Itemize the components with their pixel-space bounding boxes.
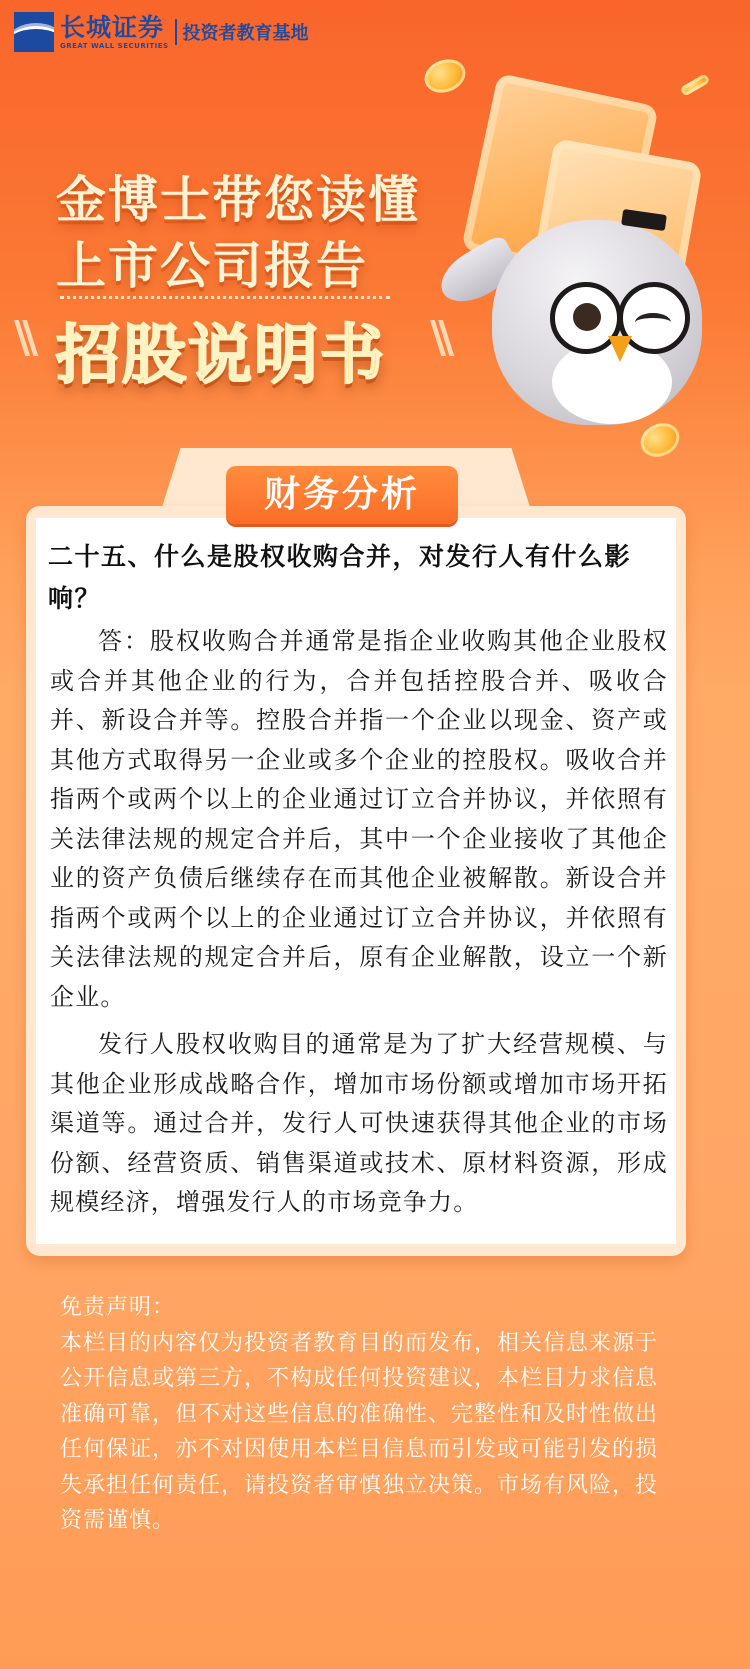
section-label: 财务分析: [226, 466, 458, 524]
question-heading: 二十五、什么是股权收购合并，对发行人有什么影响？: [48, 542, 632, 613]
hero-dotted-divider: [60, 296, 390, 299]
hero-title-line-1: 金博士带您读懂: [56, 171, 420, 229]
brand-logo: [14, 12, 309, 52]
brand-logo-icon: [14, 12, 54, 52]
owl-beak: [608, 336, 632, 362]
answer-paragraph-2: 发行人股权收购目的通常是为了扩大经营规模、与其他企业形成战略合作，增加市场份额或增加市场开拓渠道等。通过合并，发行人可快速获得其他企业的市场份额、经营资质、销售渠道或技术、原材料资源，形成规模经济，增强发行人的市场竞争力。: [50, 1030, 668, 1216]
hero-highlight-title: 招股说明书: [56, 319, 386, 393]
answer-paragraph-1: 答：股权收购合并通常是指企业收购其他企业股权或合并其他企业的行为，合并包括控股合并、吸收合并、新设合并等。控股合并指一个企业以现金、资产或其他方式取得另一企业或多个企业的控股权。吸收合并指两个或两个以上的企业通过订立合并协议，并依照有关法律法规的规定合并后，其中一个企业接收了其他企业的资产负债后继续存在而其他企业被解散。新设合并指两个或两个以上的企业通过订立合并协议，并依照有关法律法规的规定合并后，原有企业解散，设立一个新企业。: [50, 627, 668, 1011]
brand-divider: [175, 19, 177, 45]
brand-name-block: [60, 12, 169, 50]
owl-wink: [635, 313, 671, 332]
brand-name: 长城证券: [60, 12, 165, 42]
owl-mascot-icon: [478, 220, 708, 425]
hero-title-line-2: 上市公司报告: [56, 237, 368, 295]
answer-body: [50, 622, 668, 1231]
owl-pupil: [573, 303, 601, 331]
coin-icon: [420, 54, 470, 98]
disclaimer-title: 免责声明：: [60, 1295, 176, 1320]
slash-decoration-left: \\: [14, 312, 31, 363]
brand-name-en: GREAT WALL SECURITIES: [60, 41, 169, 50]
brand-subtitle: 投资者教育基地: [182, 23, 309, 44]
coin-icon: [680, 73, 711, 97]
slash-decoration-right: \\: [430, 312, 447, 363]
disclaimer-body: 本栏目的内容仅为投资者教育目的而发布，相关信息来源于公开信息或第三方，不构成任何投资建议，本栏目力求信息准确可靠，但不对这些信息的准确性、完整性和及时性做出任何保证，亦不对因使用本栏目信息而引发或可能引发的损失承担任何责任，请投资者审慎独立决策。市场有风险，投资需谨慎。: [60, 1330, 659, 1533]
disclaimer: [60, 1290, 660, 1539]
owl-body: [492, 220, 702, 425]
